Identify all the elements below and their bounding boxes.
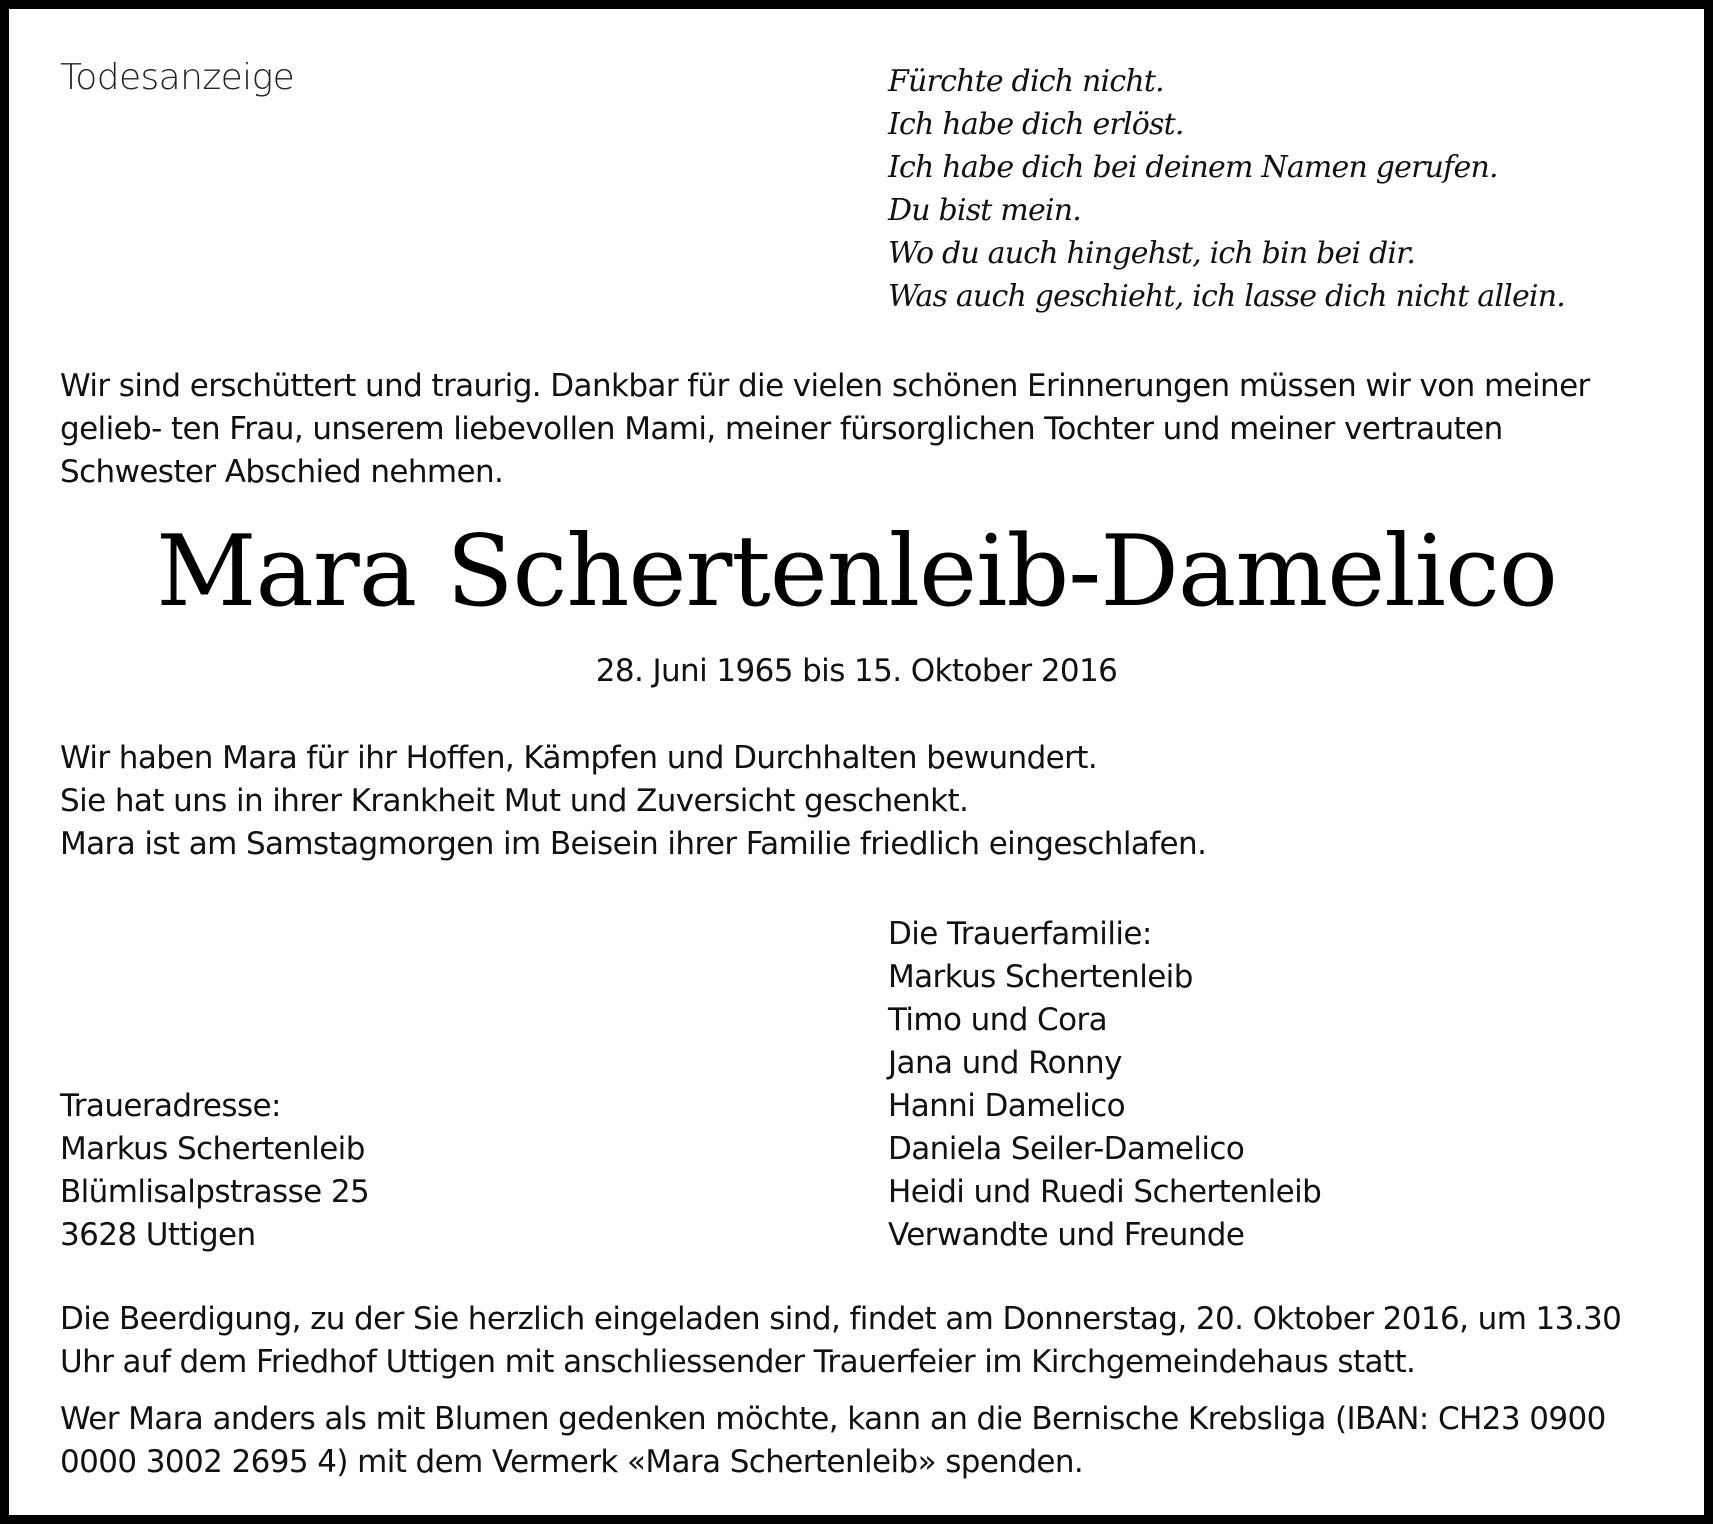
- address-heading: Traueradresse:: [60, 1088, 281, 1124]
- mourning-family: [888, 913, 1321, 1257]
- tribute-line: Sie hat uns in ihrer Krankheit Mut und Zuversicht geschenkt.: [60, 783, 969, 819]
- donation-notice: Wer Mara anders als mit Blumen gedenken möchte, kann an die Bernische Krebsliga (IBAN: CH23 0900 0000 3002 2695 4) mit dem Vermerk «Mara Schertenleib» spenden.: [60, 1401, 1606, 1480]
- verse-line: Fürchte dich nicht.: [888, 64, 1164, 99]
- tribute-line: Wir haben Mara für ihr Hoffen, Kämpfen und Durchhalten bewundert.: [60, 740, 1098, 776]
- tribute-line: Mara ist am Samstagmorgen im Beisein ihrer Familie friedlich eingeschlafen.: [60, 826, 1207, 862]
- family-member: Hanni Damelico: [888, 1088, 1126, 1124]
- life-dates: 28. Juni 1965 bis 15. Oktober 2016: [595, 653, 1118, 689]
- mourning-address: [60, 1085, 369, 1257]
- family-member: Heidi und Ruedi Schertenleib: [888, 1174, 1322, 1210]
- address-line: Markus Schertenleib: [60, 1131, 365, 1167]
- address-line: Blümlisalpstrasse 25: [60, 1174, 370, 1210]
- verse-line: Ich habe dich bei deinem Namen gerufen.: [888, 150, 1498, 185]
- family-heading: Die Trauerfamilie:: [888, 916, 1152, 952]
- family-member: Jana und Ronny: [888, 1045, 1122, 1081]
- family-member: Markus Schertenleib: [888, 959, 1193, 995]
- family-member: Daniela Seiler-Damelico: [888, 1131, 1245, 1167]
- deceased-name: Mara Schertenleib-Damelico: [156, 515, 1557, 629]
- address-line: 3628 Uttigen: [60, 1217, 256, 1253]
- notice-type-label: Todesanzeige: [60, 57, 295, 98]
- verse-line: Was auch geschieht, ich lasse dich nicht allein.: [888, 279, 1565, 314]
- family-member: Verwandte und Freunde: [888, 1217, 1245, 1253]
- funeral-notice: Die Beerdigung, zu der Sie herzlich eingeladen sind, findet am Donnerstag, 20. Oktober 2016, um 13.30 Uhr auf dem Friedhof Uttigen mit anschliessender Trauerfeier im Kirchgemeindehaus statt.: [60, 1301, 1622, 1380]
- family-member: Timo und Cora: [888, 1002, 1107, 1038]
- tribute-paragraph: [60, 737, 1206, 866]
- verse-line: Wo du auch hingehst, ich bin bei dir.: [888, 236, 1416, 271]
- verse-line: Du bist mein.: [888, 193, 1081, 228]
- verse-line: Ich habe dich erlöst.: [888, 107, 1184, 142]
- verse-quote: [888, 60, 1565, 318]
- intro-paragraph: Wir sind erschüttert und traurig. Dankbar für die vielen schönen Erinnerungen müssen wir von meiner gelieb- ten Frau, unserem liebevollen Mami, meiner fürsorglichen Tochter und meiner vertrauten Schwester Abschied nehmen.: [60, 368, 1590, 490]
